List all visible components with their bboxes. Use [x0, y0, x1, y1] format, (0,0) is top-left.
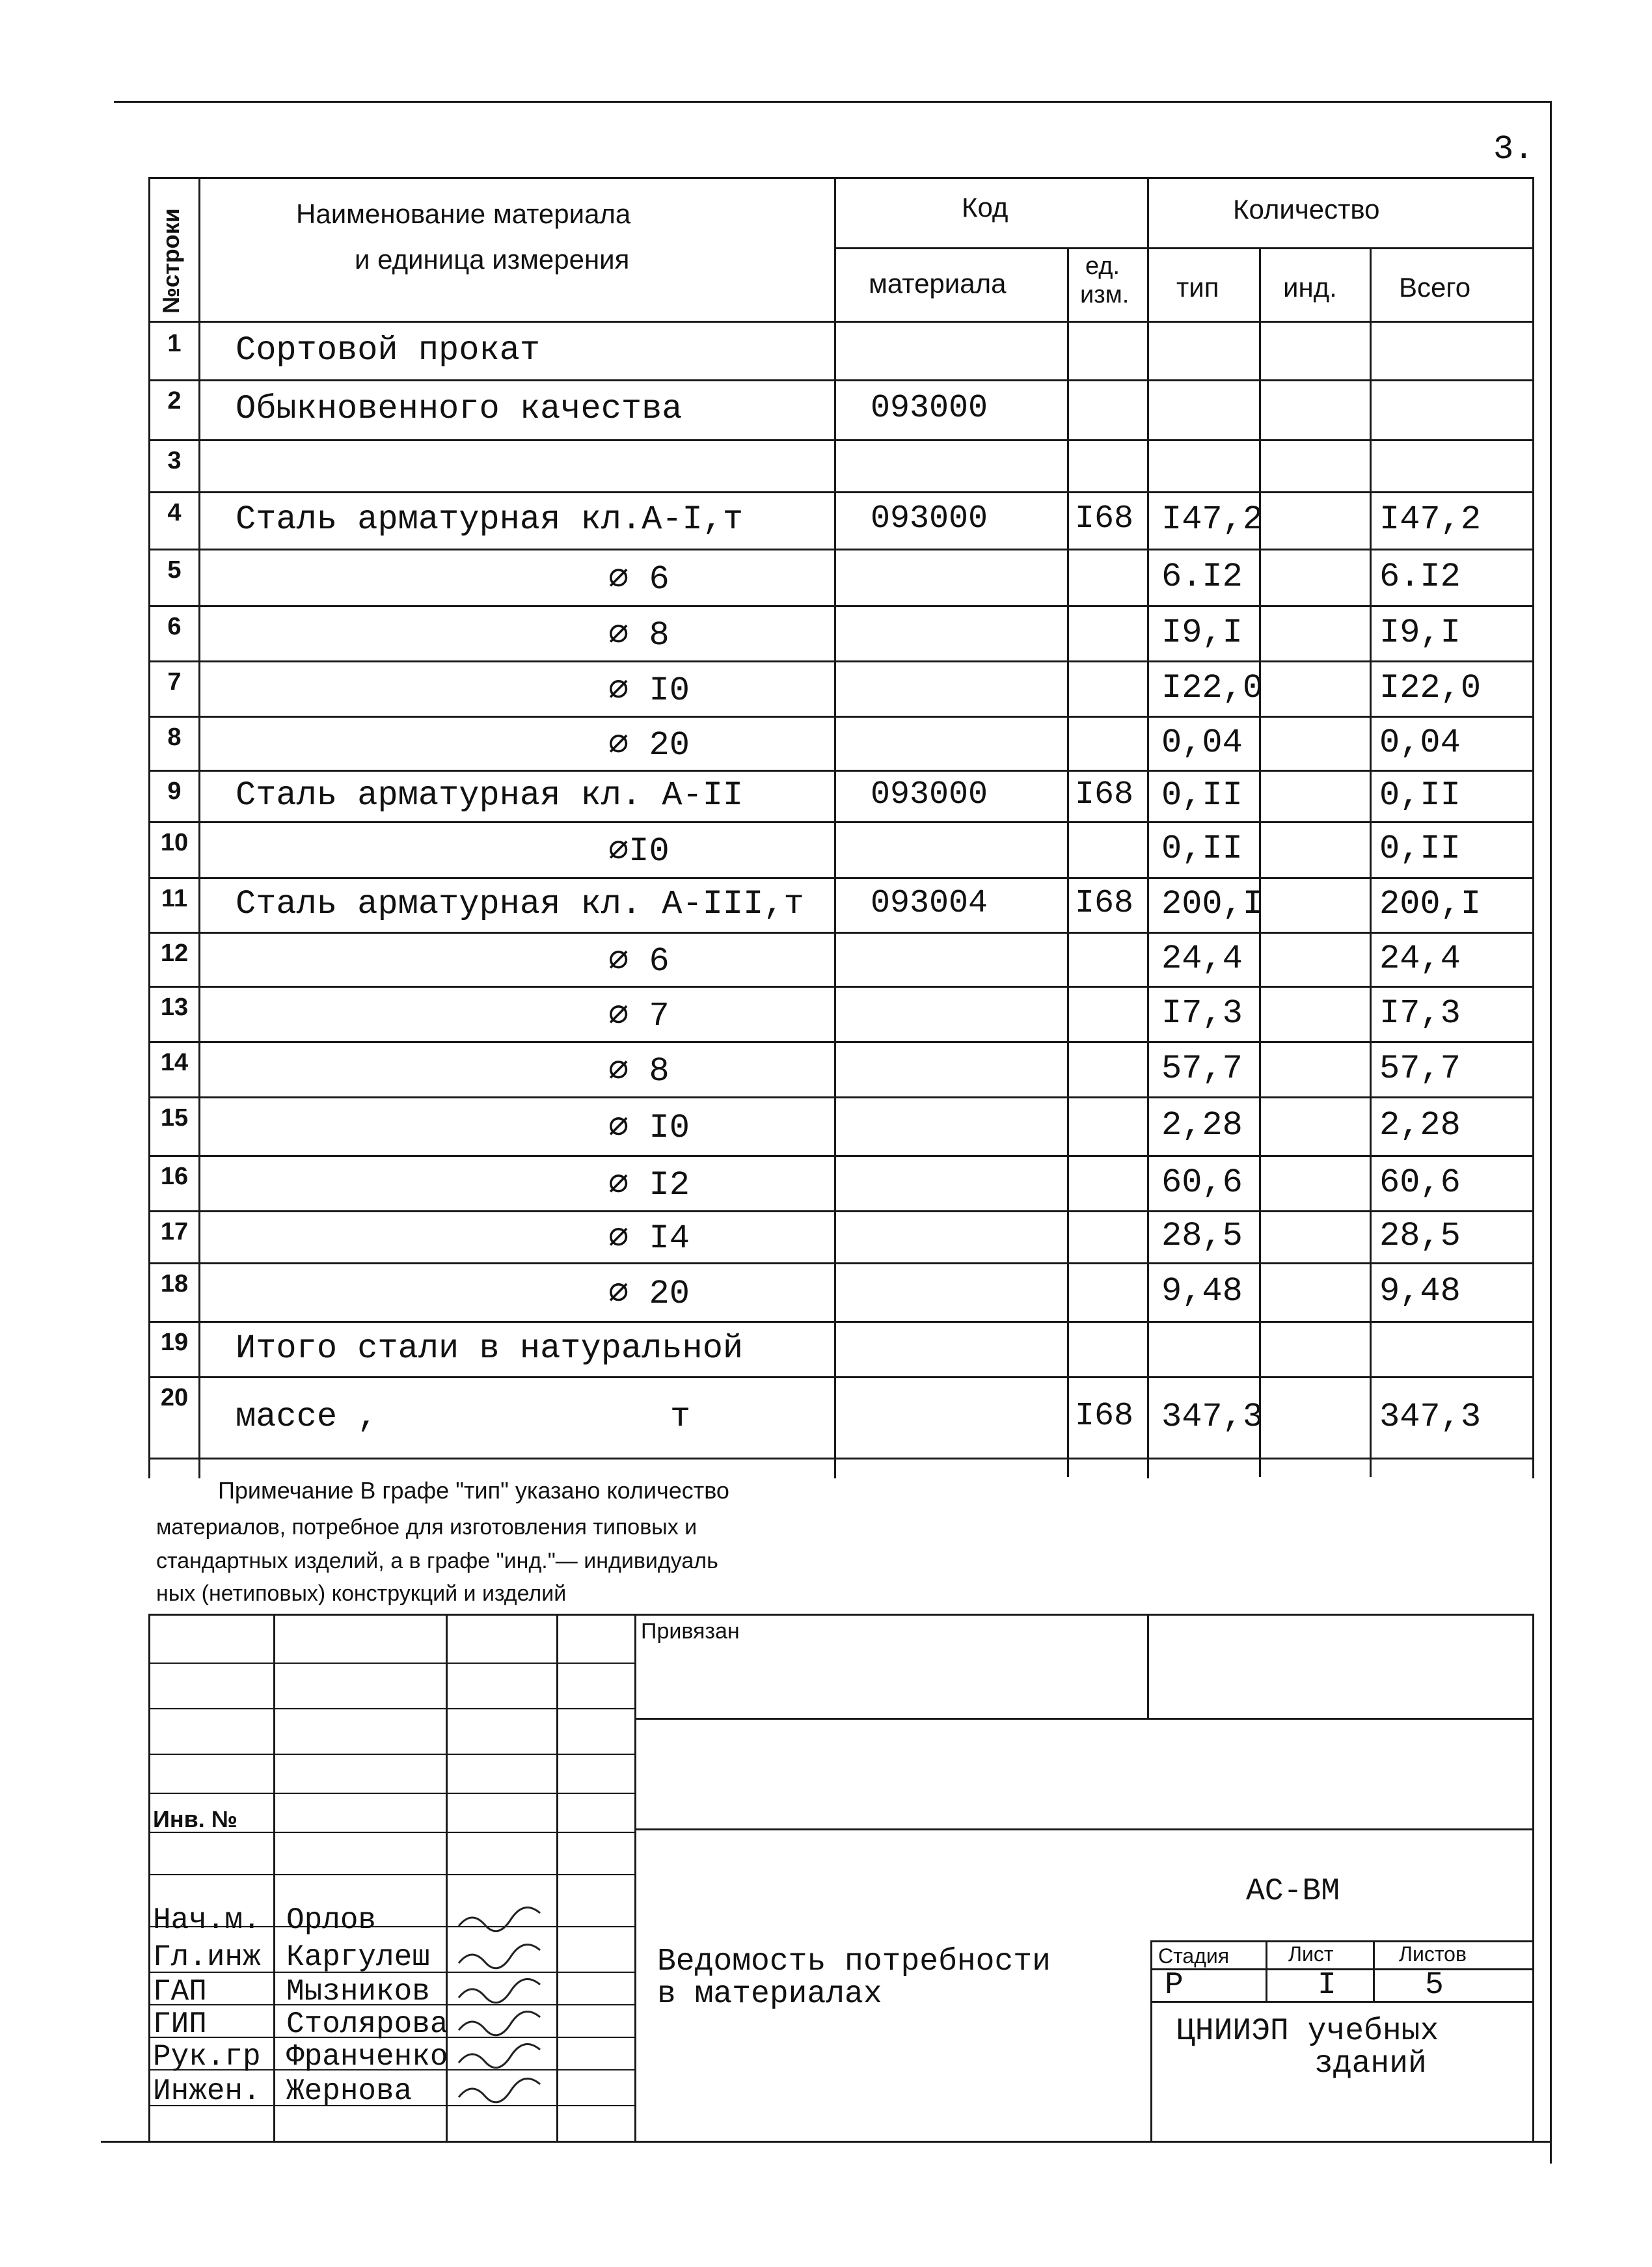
qty-type-value: 200,I [1161, 885, 1264, 923]
qty-type-value: 28,5 [1161, 1217, 1243, 1255]
handwritten-signature [455, 2011, 553, 2037]
qty-total-value: I47,2 [1379, 500, 1482, 539]
qty-type-value: I47,2 [1161, 500, 1264, 539]
material-name: Сталь арматурная кл. А-II [236, 776, 744, 815]
diameter-label: ⌀ I0 [608, 1109, 690, 1147]
row-number: 12 [160, 940, 189, 967]
note-line: Примечание В графе "тип" указано количество [218, 1477, 729, 1504]
note-line: материалов, потребное для изготовления типовых и [156, 1515, 697, 1540]
diameter-label: ⌀ 7 [608, 996, 670, 1035]
row-number: 17 [160, 1218, 189, 1245]
name-header-line2: и единица измерения [355, 244, 630, 275]
qty-total-value: 57,7 [1379, 1049, 1461, 1088]
qty-type-value: 24,4 [1161, 939, 1243, 978]
note-line: ных (нетиповых) конструкций и изделий [156, 1581, 567, 1606]
page-number: 3. [1493, 130, 1534, 169]
name-header-line1: Наименование материала [296, 198, 631, 229]
qty-total-value: 6.I2 [1379, 557, 1461, 596]
signature-role: ГИП [153, 2007, 207, 2041]
row-number: 11 [161, 885, 188, 912]
qty-total-value: 2,28 [1379, 1106, 1461, 1145]
material-code: 093000 [871, 390, 988, 427]
diameter-label: ⌀ 6 [608, 560, 670, 599]
row-number: 20 [160, 1384, 189, 1411]
diameter-label: ⌀ I2 [608, 1165, 690, 1204]
qty-type-value: 0,II [1161, 830, 1243, 868]
row-number: 6 [167, 613, 182, 640]
qty-type-value: I22,0 [1161, 668, 1264, 707]
signature-name: Орлов [286, 1903, 377, 1937]
signature-role: ГАП [153, 1975, 207, 2009]
right-border [1550, 101, 1552, 2164]
organization-line1: ЦНИИЭП учебных [1176, 2014, 1439, 2049]
row-number: 14 [160, 1049, 189, 1076]
qty-total-value: I7,3 [1379, 994, 1461, 1033]
rows-header: №строки [157, 208, 184, 314]
material-name: Сталь арматурная кл.А-I,т [236, 500, 744, 539]
qty-total-value: 200,I [1379, 885, 1482, 923]
sheet-value: I [1318, 1968, 1336, 2003]
qty-ind-header: инд. [1283, 272, 1337, 303]
bottom-border [101, 2141, 1552, 2143]
row-number: 16 [160, 1163, 189, 1190]
qty-type-value: 0,04 [1161, 723, 1243, 762]
material-unit: т [670, 1397, 691, 1436]
material-name: Итого стали в натуральной [236, 1329, 744, 1368]
qty-total-value: 24,4 [1379, 939, 1461, 978]
diameter-label: ⌀I0 [608, 832, 670, 871]
qty-type-value: 0,II [1161, 776, 1243, 815]
qty-type-value: 2,28 [1161, 1106, 1243, 1145]
diameter-label: ⌀ 8 [608, 1052, 670, 1091]
material-code: 093004 [871, 885, 988, 922]
diameter-label: ⌀ 20 [608, 726, 690, 765]
qty-type-value: 9,48 [1161, 1272, 1243, 1310]
row-number: 8 [167, 724, 182, 751]
qty-total-value: 0,II [1379, 830, 1461, 868]
doc-code: АС-ВМ [1246, 1874, 1340, 1909]
material-name: Сталь арматурная кл. А-III,т [236, 885, 804, 923]
sheet-label: Лист [1288, 1942, 1334, 1966]
code-unit-header-1: ед. [1085, 252, 1120, 280]
row-number: 9 [167, 778, 182, 805]
row-number: 15 [160, 1104, 189, 1132]
quantity-header: Количество [1233, 194, 1380, 224]
material-code: 093000 [871, 500, 988, 537]
stage-label: Стадия [1158, 1944, 1230, 1968]
diameter-label: ⌀ 8 [608, 616, 670, 655]
signature-name: Жернова [286, 2074, 413, 2108]
qty-type-header: тип [1176, 272, 1219, 303]
handwritten-signature [455, 1944, 553, 1970]
handwritten-signature [455, 1907, 553, 1933]
qty-type-value: I9,I [1161, 613, 1243, 652]
qty-total-header: Всего [1399, 272, 1471, 303]
qty-type-value: I7,3 [1161, 994, 1243, 1033]
stage-value: Р [1165, 1968, 1184, 2003]
sheets-value: 5 [1425, 1968, 1444, 2003]
signature-name: Франченко [286, 2040, 448, 2074]
signature-name: Столярова [286, 2007, 448, 2041]
qty-total-value: 28,5 [1379, 1217, 1461, 1255]
sheets-label: Листов [1399, 1942, 1467, 1966]
row-number: 3 [167, 447, 182, 474]
material-name: Сортовой прокат [236, 331, 541, 370]
note-line: стандартных изделий, а в графе "инд."— индивидуаль [156, 1549, 718, 1573]
handwritten-signature [455, 2078, 553, 2104]
material-code: 093000 [871, 776, 988, 813]
diameter-label: ⌀ 6 [608, 942, 670, 981]
diameter-label: ⌀ I4 [608, 1219, 690, 1258]
diameter-label: ⌀ 20 [608, 1275, 690, 1313]
privyazan-label: Привязан [641, 1619, 740, 1644]
code-material-header: материала [869, 268, 1007, 299]
row-number: 4 [167, 499, 182, 526]
handwritten-signature [455, 2043, 553, 2069]
qty-total-value: 347,3 [1379, 1397, 1482, 1436]
row-number: 18 [160, 1270, 189, 1297]
handwritten-signature [455, 1978, 553, 2004]
qty-total-value: 0,II [1379, 776, 1461, 815]
row-number: 5 [167, 556, 182, 584]
code-header: Код [962, 192, 1009, 223]
organization-line2: зданий [1314, 2046, 1427, 2082]
signature-role: Инжен. [153, 2074, 261, 2108]
qty-type-value: 347,3 [1161, 1397, 1264, 1436]
material-name: массе , [236, 1397, 378, 1436]
signature-name: Каргулеш [286, 1940, 430, 1974]
row-number: 13 [160, 994, 189, 1021]
row-number: 7 [167, 668, 182, 696]
unit-code: I68 [1075, 776, 1134, 813]
document-title-line2: в материалах [657, 1977, 882, 2012]
qty-type-value: 6.I2 [1161, 557, 1243, 596]
unit-code: I68 [1075, 500, 1134, 537]
diameter-label: ⌀ I0 [608, 671, 690, 710]
qty-type-value: 57,7 [1161, 1049, 1243, 1088]
row-number: 1 [167, 330, 182, 357]
material-name: Обыкновенного качества [236, 390, 683, 428]
row-number: 2 [167, 387, 182, 414]
qty-total-value: 9,48 [1379, 1272, 1461, 1310]
signature-role: Нач.м. [153, 1903, 261, 1937]
signature-name: Мызников [286, 1975, 430, 2009]
qty-total-value: I22,0 [1379, 668, 1482, 707]
inv-no-label: Инв. № [153, 1806, 237, 1832]
qty-total-value: 0,04 [1379, 723, 1461, 762]
signature-role: Рук.гр [153, 2040, 261, 2074]
row-number: 10 [160, 829, 189, 856]
code-unit-header-2: изм. [1080, 281, 1130, 308]
unit-code: I68 [1075, 885, 1134, 922]
qty-type-value: 60,6 [1161, 1163, 1243, 1202]
row-number: 19 [160, 1329, 189, 1356]
signature-role: Гл.инж [153, 1940, 261, 1974]
qty-total-value: 60,6 [1379, 1163, 1461, 1202]
document-title-line1: Ведомость потребности [657, 1944, 1051, 1979]
unit-code: I68 [1075, 1397, 1134, 1435]
top-border [114, 101, 1552, 103]
qty-total-value: I9,I [1379, 613, 1461, 652]
